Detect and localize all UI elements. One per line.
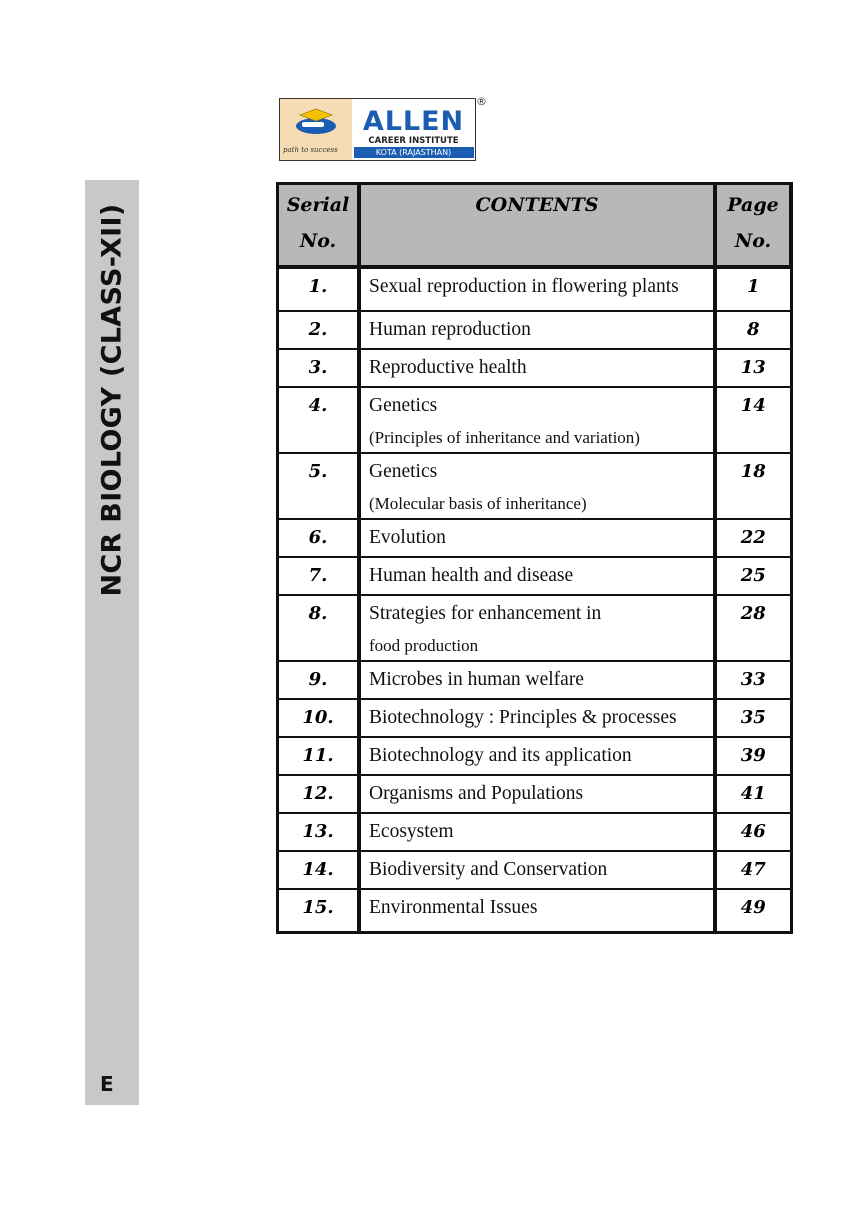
chapter-cell: [359, 267, 715, 311]
serial-number: 13.: [278, 813, 360, 851]
page-number: 8: [715, 311, 791, 349]
table-row: [278, 737, 792, 775]
chapter-title: Genetics: [369, 395, 438, 416]
table-header: [278, 184, 792, 268]
chapter-title: Environmental Issues: [369, 897, 538, 918]
chapter-cell: [359, 595, 715, 661]
logo-tagline: path to success: [283, 146, 338, 154]
table-row: [278, 267, 792, 311]
registered-mark: ®: [476, 95, 487, 108]
chapter-cell: [359, 311, 715, 349]
chapter-subtitle: (Molecular basis of inheritance): [369, 494, 587, 513]
serial-number: 5.: [278, 453, 360, 519]
serial-number: 10.: [278, 699, 360, 737]
chapter-cell: [359, 387, 715, 453]
logo-institute: CAREER INSTITUTE: [368, 136, 459, 146]
chapter-title: Microbes in human welfare: [369, 669, 584, 690]
chapter-cell: [359, 775, 715, 813]
allen-logo: [279, 98, 476, 161]
page-number: 14: [715, 387, 791, 453]
chapter-title: Strategies for enhancement in: [369, 603, 602, 624]
book-title: NCR BIOLOGY (CLASS-XII): [96, 203, 128, 597]
page-number: 41: [715, 775, 791, 813]
chapter-title: Ecosystem: [369, 821, 454, 842]
chapter-cell: [359, 699, 715, 737]
header-serial: Serial No.: [278, 184, 360, 268]
logo-brand: ALLEN: [362, 106, 465, 137]
chapter-cell: [359, 453, 715, 519]
table-row: [278, 775, 792, 813]
serial-number: 14.: [278, 851, 360, 889]
page-number: 13: [715, 349, 791, 387]
table-row: [278, 519, 792, 557]
table-row: [278, 349, 792, 387]
serial-number: 7.: [278, 557, 360, 595]
page-number: 22: [715, 519, 791, 557]
chapter-title: Biotechnology : Principles & processes: [369, 707, 677, 728]
chapter-subtitle: food production: [369, 636, 479, 655]
table-row: [278, 661, 792, 699]
serial-number: 4.: [278, 387, 360, 453]
serial-number: 9.: [278, 661, 360, 699]
contents-table: [276, 182, 793, 934]
chapter-cell: [359, 557, 715, 595]
edition-mark: E: [100, 1072, 114, 1096]
table-row: [278, 387, 792, 453]
chapter-title: Sexual reproduction in flowering plants: [369, 276, 679, 297]
chapter-title: Biodiversity and Conservation: [369, 859, 608, 880]
header-contents: CONTENTS: [359, 184, 715, 268]
header-page: Page No.: [715, 184, 791, 268]
page-number: 1: [715, 267, 791, 311]
table-row: [278, 813, 792, 851]
page-number: 35: [715, 699, 791, 737]
page-number: 39: [715, 737, 791, 775]
page-number: 28: [715, 595, 791, 661]
chapter-title: Organisms and Populations: [369, 783, 584, 804]
chapter-title: Human health and disease: [369, 565, 574, 586]
chapter-title: Biotechnology and its application: [369, 745, 632, 766]
page-number: 18: [715, 453, 791, 519]
serial-number: 3.: [278, 349, 360, 387]
serial-number: 11.: [278, 737, 360, 775]
page-number: 33: [715, 661, 791, 699]
page-number: 25: [715, 557, 791, 595]
serial-number: 12.: [278, 775, 360, 813]
chapter-title: Evolution: [369, 527, 446, 548]
serial-number: 1.: [278, 267, 360, 311]
table-row: [278, 699, 792, 737]
chapter-cell: [359, 851, 715, 889]
chapter-cell: [359, 813, 715, 851]
table-row: [278, 557, 792, 595]
chapter-cell: [359, 889, 715, 933]
graduation-cap-icon: [294, 107, 338, 135]
chapter-cell: [359, 737, 715, 775]
page-number: 49: [715, 889, 791, 933]
serial-number: 6.: [278, 519, 360, 557]
chapter-title: Reproductive health: [369, 357, 527, 378]
serial-number: 2.: [278, 311, 360, 349]
page-number: 47: [715, 851, 791, 889]
table-row: [278, 595, 792, 661]
serial-number: 15.: [278, 889, 360, 933]
chapter-cell: [359, 349, 715, 387]
chapter-cell: [359, 661, 715, 699]
chapter-title: Genetics: [369, 461, 438, 482]
logo-city: KOTA (RAJASTHAN): [354, 147, 474, 158]
chapter-title: Human reproduction: [369, 319, 531, 340]
table-row: [278, 311, 792, 349]
serial-number: 8.: [278, 595, 360, 661]
page-number: 46: [715, 813, 791, 851]
chapter-subtitle: (Principles of inheritance and variation): [369, 428, 640, 447]
table-row: [278, 851, 792, 889]
table-row: [278, 453, 792, 519]
table-row: [278, 889, 792, 933]
chapter-cell: [359, 519, 715, 557]
